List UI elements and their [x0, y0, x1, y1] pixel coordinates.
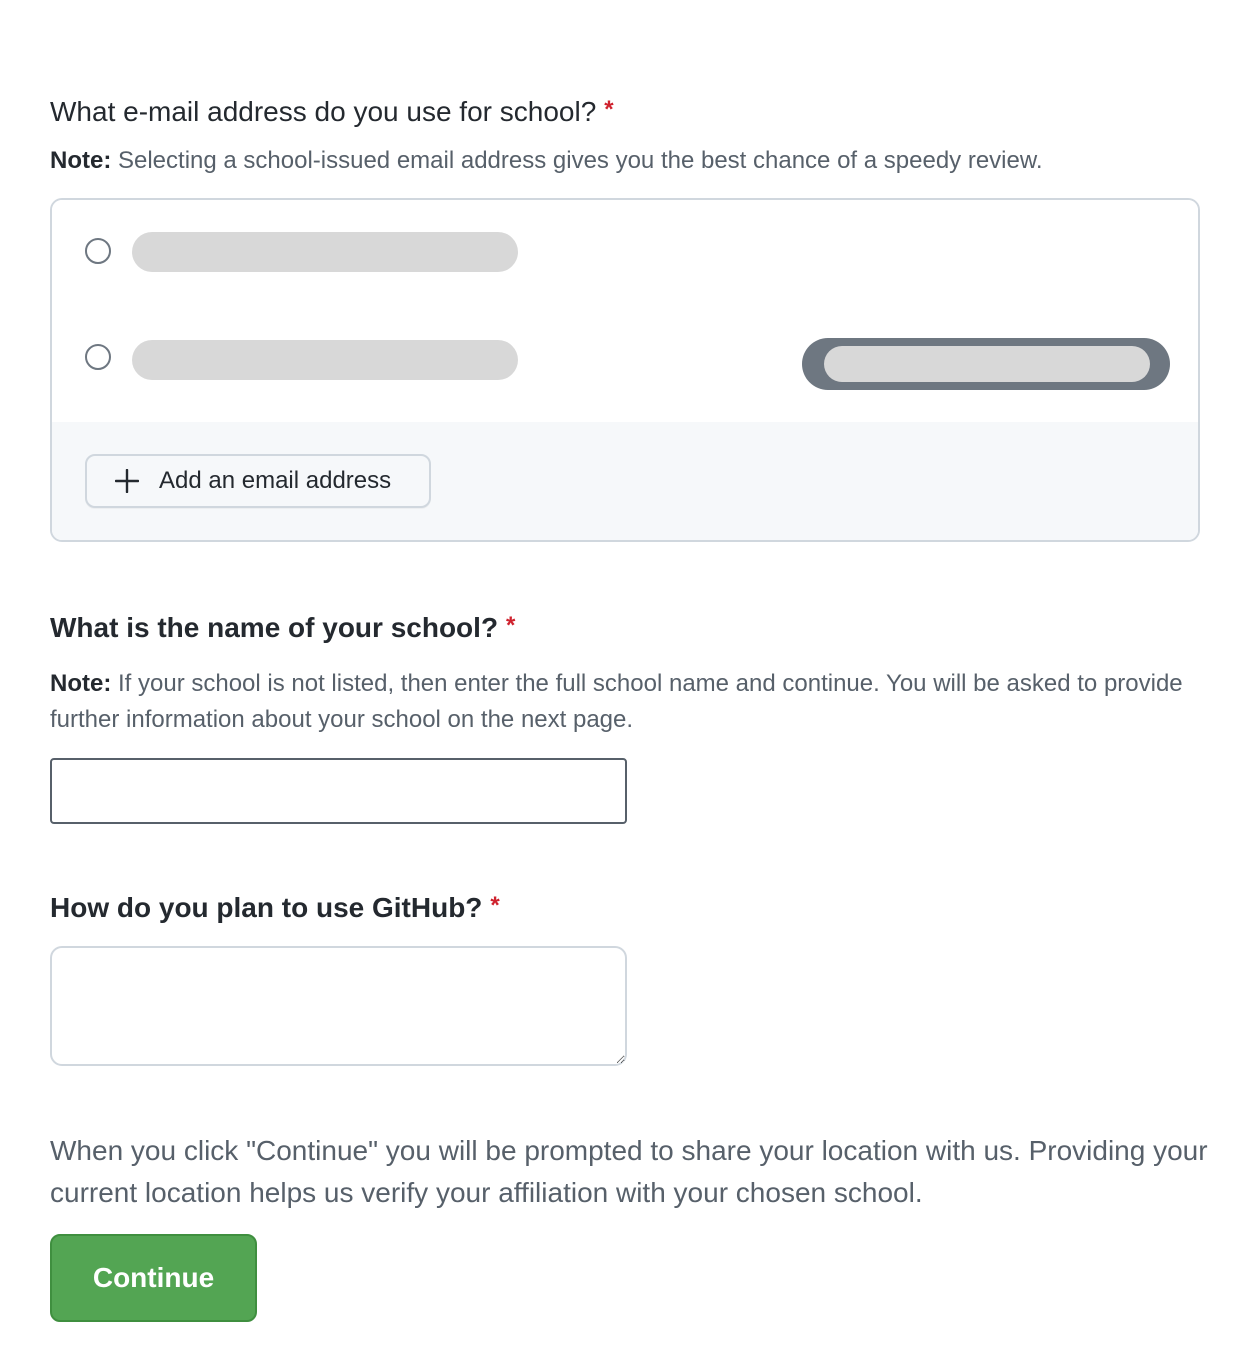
email-option-row[interactable] [52, 306, 1198, 424]
required-asterisk: * [506, 612, 516, 639]
add-email-button[interactable] [85, 454, 431, 508]
continue-button[interactable]: Continue [50, 1234, 257, 1322]
email-question-text: What e-mail address do you use for school? [50, 96, 597, 127]
email-option-radio[interactable] [85, 238, 111, 264]
redacted-badge-text [824, 346, 1150, 382]
redacted-email-address [132, 232, 518, 272]
email-note-text: Selecting a school-issued email address gives you the best chance of a speedy review. [111, 147, 1043, 174]
email-note-label: Note: [50, 147, 112, 174]
required-asterisk: * [604, 96, 614, 123]
plus-icon [115, 469, 139, 493]
school-name-input[interactable] [50, 758, 627, 824]
location-notice: When you click "Continue" you will be prompted to share your location with us. Providing your current location helps us verify your affiliation with your chosen school. [50, 1135, 1208, 1208]
email-option-radio[interactable] [85, 344, 111, 370]
email-note [50, 143, 1043, 179]
email-options-footer [52, 422, 1198, 540]
email-option-row[interactable] [52, 200, 1198, 308]
usage-plan-textarea[interactable] [50, 946, 627, 1066]
required-asterisk: * [490, 892, 500, 919]
usage-question-text: How do you plan to use GitHub? [50, 892, 483, 923]
school-note-text: If your school is not listed, then enter the full school name and continue. You will be asked to provide further information about your school on the next page. [50, 670, 1183, 733]
school-note [50, 666, 1200, 738]
add-email-button-label: Add an email address [159, 467, 392, 494]
email-options-box [50, 198, 1200, 542]
email-question-label [50, 96, 614, 128]
redacted-email-badge [802, 338, 1170, 390]
school-note-label: Note: [50, 670, 112, 697]
school-question-label [50, 612, 515, 644]
usage-question-label [50, 892, 500, 924]
redacted-email-address [132, 340, 518, 380]
school-question-text: What is the name of your school? [50, 612, 499, 643]
